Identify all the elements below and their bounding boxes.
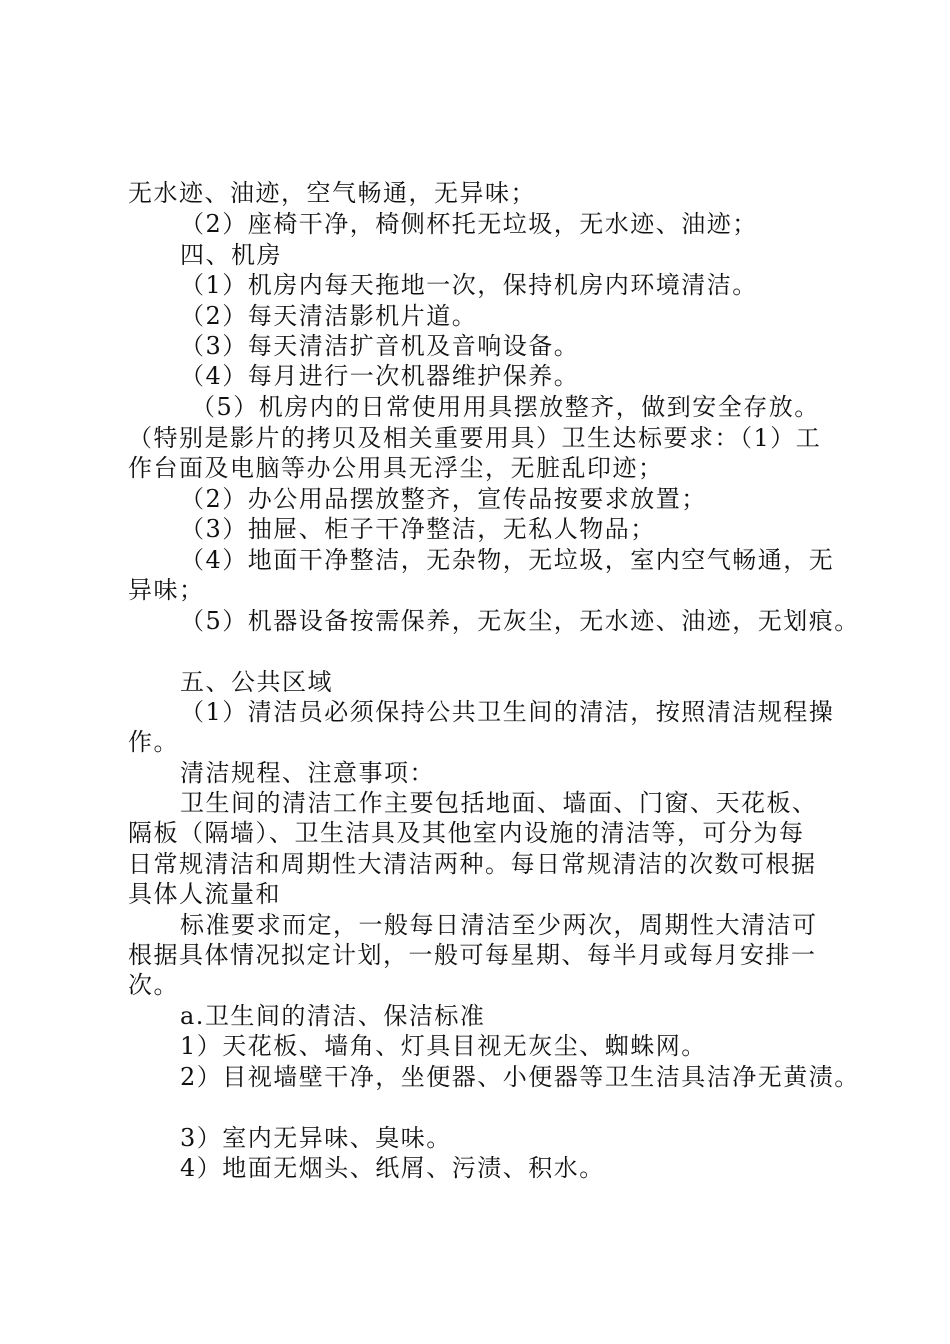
- text-line: 1）天花板、墙角、灯具目视无灰尘、蜘蛛网。: [180, 1032, 707, 1060]
- text-line: （2）座椅干净，椅侧杯托无垃圾，无水迹、油迹；: [180, 210, 758, 238]
- text-line: a.卫生间的清洁、保洁标准: [180, 1002, 486, 1030]
- text-line: 作台面及电脑等办公用具无浮尘，无脏乱印迹；: [128, 454, 664, 482]
- text-line: 无水迹、油迹，空气畅通，无异味；: [128, 179, 536, 207]
- text-line: 4）地面无烟头、纸屑、污渍、积水。: [180, 1154, 605, 1182]
- text-line: （3）抽屉、柜子干净整洁，无私人物品；: [180, 515, 656, 543]
- text-line: 具体人流量和: [128, 880, 281, 908]
- section-heading: 四、机房: [180, 241, 282, 269]
- text-line: （1）机房内每天拖地一次，保持机房内环境清洁。: [180, 271, 758, 299]
- text-line: （2）每天清洁影机片道。: [180, 302, 478, 330]
- text-line: 清洁规程、注意事项：: [180, 759, 435, 787]
- text-line: 根据具体情况拟定计划，一般可每星期、每半月或每月安排一: [128, 941, 817, 969]
- text-line: 隔板（隔墙）、卫生洁具及其他室内设施的清洁等，可分为每: [128, 819, 805, 847]
- text-line: （4）每月进行一次机器维护保养。: [180, 362, 580, 390]
- text-line: 次。: [128, 971, 179, 999]
- section-heading: 五、公共区域: [180, 668, 333, 696]
- text-line: （特别是影片的拷贝及相关重要用具）卫生达标要求：（1）工: [128, 424, 822, 452]
- text-line: 卫生间的清洁工作主要包括地面、墙面、门窗、天花板、: [180, 789, 818, 817]
- text-line: （1）清洁员必须保持公共卫生间的清洁，按照清洁规程操: [180, 698, 835, 726]
- text-line: （2）办公用品摆放整齐，宣传品按要求放置；: [180, 485, 707, 513]
- text-line: （4）地面干净整洁，无杂物，无垃圾，室内空气畅通，无: [180, 546, 835, 574]
- text-line: （5）机器设备按需保养，无灰尘，无水迹、油迹，无划痕。: [180, 607, 860, 635]
- text-line: 日常规清洁和周期性大清洁两种。每日常规清洁的次数可根据: [128, 850, 817, 878]
- text-line: 3）室内无异味、臭味。: [180, 1124, 452, 1152]
- text-line: 标准要求而定，一般每日清洁至少两次，周期性大清洁可: [180, 911, 818, 939]
- text-line: （3）每天清洁扩音机及音响设备。: [180, 332, 580, 360]
- text-line: 异味；: [128, 576, 205, 604]
- text-line: （5）机房内的日常使用用具摆放整齐，做到安全存放。: [191, 393, 820, 421]
- text-line: 作。: [128, 728, 179, 756]
- text-line: 2）目视墙壁干净，坐便器、小便器等卫生洁具洁净无黄渍。: [180, 1063, 860, 1091]
